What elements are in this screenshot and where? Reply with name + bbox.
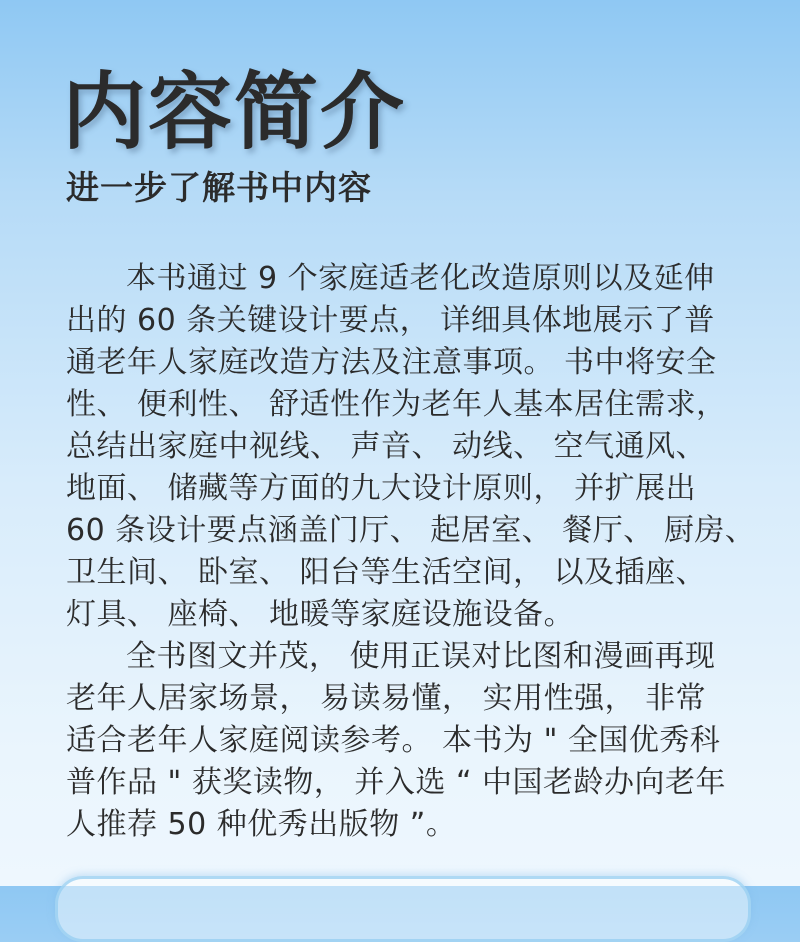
intro-line: 性、 便利性、 舒适性作为老年人基本居住需求， [66,387,727,422]
intro-line: 人推荐 50 种优秀出版物 ”。 [66,807,457,842]
intro-line: 地面、 储藏等方面的九大设计原则， 并扩展出 [66,471,697,506]
intro-body [66,258,756,846]
intro-line: 卫生间、 卧室、 阳台等生活空间， 以及插座、 [66,555,707,590]
intro-line: 全书图文并茂， 使用正误对比图和漫画再现 [126,639,716,674]
intro-line: 总结出家庭中视线、 声音、 动线、 空气通风、 [66,429,707,464]
intro-line: 本书通过 9 个家庭适老化改造原则以及延伸 [126,261,715,296]
intro-line: 60 条设计要点涵盖门厅、 起居室、 餐厅、 厨房、 [66,513,756,548]
intro-line: 灯具、 座椅、 地暖等家庭设施设备。 [66,597,575,632]
intro-line: 通老年人家庭改造方法及注意事项。 书中将安全 [66,345,717,380]
intro-line: 普作品 " 获奖读物， 并入选 “ 中国老龄办向老年 [66,765,727,800]
intro-line: 老年人居家场景， 易读易懂， 实用性强， 非常 [66,681,707,716]
section-subtitle: 进一步了解书中内容 [66,168,372,207]
section-title: 内容简介 [62,63,407,161]
intro-line: 适合老年人家庭阅读参考。 本书为 " 全国优秀科 [66,723,721,758]
intro-line: 出的 60 条关键设计要点， 详细具体地展示了普 [66,303,715,338]
